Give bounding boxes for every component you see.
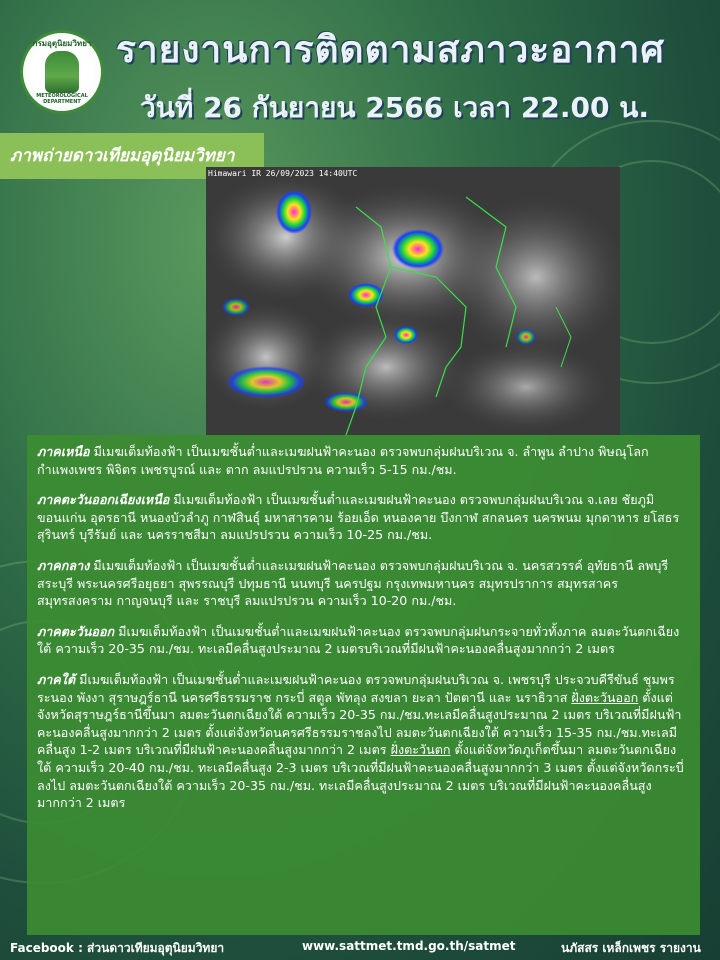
region-name: ภาคเหนือ [37,444,90,459]
region-east [37,623,690,658]
region-northeast [37,491,690,544]
report-date: วันที่ 26 กันยายน 2566 เวลา 22.00 น. [140,91,649,124]
website-link[interactable]: www.sattmet.tmd.go.th/satmet [302,939,516,953]
region-central [37,557,690,610]
facebook-credit: Facebook : ส่วนดาวเทียมอุตุนิยมวิทยา [10,941,225,955]
region-text: มีเมฆเต็มท้องฟ้า เป็นเมฆชั้นต่ำและเมฆฝนฟ้าคะนอง ตรวจพบกลุ่มฝนบริเวณ จ. เพชรบุรี ประจวบคีรีขันธ์ ชุมพร ระนอง พังงา สุราษฎร์ธานี นครศรีธรรมราช กระบี่ สตูล พัทลุง สงขลา ยะลา ปัตตานี และ นราธิวาส [37,671,675,705]
region-text: มีเมฆเต็มท้องฟ้า เป็นเมฆชั้นต่ำและเมฆฝนฟ้าคะนอง ตรวจพบกลุ่มฝนบริเวณ จ. นครสวรรค์ อุทัยธานี ลพบุรี สระบุรี พระนครศรีอยุธยา สุพรรณบุรี ปทุมธานี นนทบุรี นครปฐม กรุงเทพมหานคร สมุทรปราการ สมุทรสาคร สมุทรสงคราม กาญจนบุรี และ ราชบุรี ลมแปรปรวน ความเร็ว 10-20 กม./ชม. [37,557,669,609]
east-coast-label: ฝั่งตะวันออก [571,689,639,705]
region-text: มีเมฆเต็มท้องฟ้า เป็นเมฆชั้นต่ำและเมฆฝนฟ้าคะนอง ตรวจพบกลุ่มฝนกระจายทั่วทั้งภาค ลมตะวันตกเฉียงใต้ ความเร็ว 20-35 กม./ชม. ทะเลมีคลื่นสูงประมาณ 2 เมตรบริเวณที่มีฝนฟ้าคะนองคลื่นสูงมากกว่า 2 เมตร [37,623,680,657]
logo-emblem [45,51,79,93]
region-north [37,443,690,478]
region-name: ภาคตะวันออกเฉียงเหนือ [37,492,170,508]
region-text: ตั้งแต่จังหวัดสุราษฎร์ธานีขึ้นมา ลมตะวันตกเฉียงใต้ ความเร็ว 20-35 กม./ชม.ทะเลมีคลื่นสูงประมาณ 2 เมตร บริเวณที่มีฝนฟ้าคะนองคลื่นสูงมากกว่า 2 เมตร ตั้งแต่จังหวัดนครศรีธรรมราชลงไป ลมตะวันตกเฉียงใต้ ความเร็ว 15-35 กม./ชม.ทะเลมีคลื่นสูง 1-2 เมตร บริเวณที่มีฝนฟ้าคะนองคลื่นสูงมากกว่า 2 เมตร [37,689,682,758]
region-text: มีเมฆเต็มท้องฟ้า เป็นเมฆชั้นต่ำและเมฆฝนฟ้าคะนอง ตรวจพบกลุ่มฝนบริเวณ จ. ลำพูน ลำปาง พิษณุโลก กำแพงเพชร พิจิตร เพชรบูรณ์ และ ตาก ลมแปรปรวน ความเร็ว 5-15 กม./ชม. [37,444,649,477]
region-south [37,671,690,812]
satellite-image-graphic [206,167,620,435]
region-text: มีเมฆเต็มท้องฟ้า เป็นเมฆชั้นต่ำและเมฆฝนฟ้าคะนอง ตรวจพบกลุ่มฝนบริเวณ จ.เลย ชัยภูมิ ขอนแก่น อุดรธานี หนองบัวลำภู กาฬสินธุ์ มหาสารคาม ร้อยเอ็ด หนองคาย บึงกาฬ สกลนคร นครพนม มุกดาหาร ยโสธร สุรินทร์ บุรีรัมย์ และ นครราชสีมา ลมแปรปรวน ความเร็ว 10-25 กม./ชม. [37,492,680,543]
footer [0,937,720,960]
west-coast-label: ฝั่งตะวันตก [390,742,451,758]
region-name: ภาคกลาง [37,557,90,573]
region-name: ภาคตะวันออก [37,623,115,639]
region-text: ตั้งแต่จังหวัดภูเก็ตขึ้นมา ลมตะวันตกเฉียงใต้ ความเร็ว 20-40 กม./ชม. ทะเลมีคลื่นสูง 2-3 เมตร บริเวณที่มีฝนฟ้าคะนองคลื่นสูงมากกว่า 3 เมตร ตั้งแต่จังหวัดกระบี่ลงไป ลมตะวันตกเฉียงใต้ ความเร็ว 20-35 กม./ชม. ทะเลมีคลื่นสูงประมาณ 2 เมตร บริเวณที่มีฝนฟ้าคะนองคลื่นสูงมากกว่า 2 เมตร [37,742,684,811]
logo-text-top: กรมอุตุนิยมวิทยา [32,39,92,48]
satellite-image [206,167,620,435]
reporter-credit: นภัสสร เหล็กเพชร รายงาน [561,941,701,955]
weather-report-panel [27,435,700,935]
satellite-section-label: ภาพถ่ายดาวเทียมอุตุนิยมวิทยา [0,133,264,179]
tmd-logo [20,30,104,114]
logo-text-bottom: METEOROLOGICAL DEPARTMENT [36,93,88,105]
page-title: รายงานการติดตามสภาวะอากาศ [116,28,665,71]
region-name: ภาคใต้ [37,671,76,687]
satellite-caption: Himawari IR 26/09/2023 14:40UTC [208,169,358,178]
